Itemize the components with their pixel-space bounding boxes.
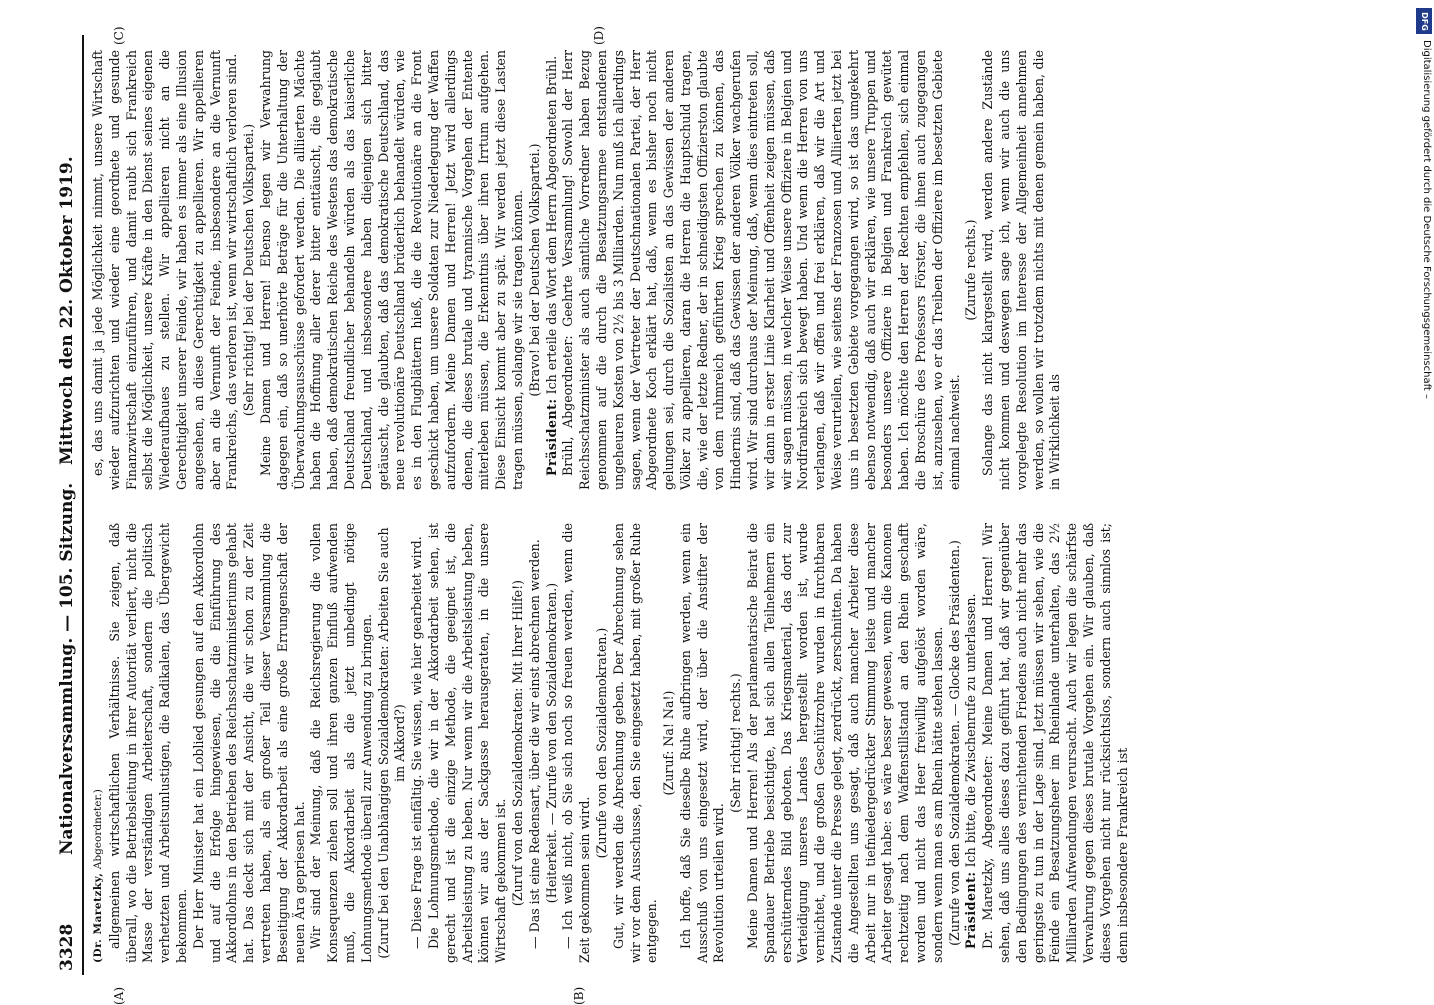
paragraph: — Das ist eine Redensart, über die wir einst abrechnen werden. xyxy=(526,539,542,949)
interjection: (Zuruf: Na! Na!) xyxy=(661,690,677,796)
margin-marker-c: (C) xyxy=(112,26,126,45)
paragraph: Die Lohnungsmethode, die wir in der Akkordarbeit sehen, ist gerecht und ist die einzige Methode, die geeignet ist, die Arbeitsleistung zu heben. Nur wenn wir die Arbeitsleistung heben, können wir aus der Sackgasse herausgeraten, in die unsere Wirtschaft gekommen ist. xyxy=(425,523,509,963)
page-header xyxy=(52,35,84,975)
interjection: (Bravo! bei der Deutschen Volkspartei.) xyxy=(526,143,542,397)
paragraph: Ich hoffe, daß Sie dieselbe Ruhe aufbringen werden, wenn ein Ausschuß von uns eingesetzt wird, der über die Anstifter der Revolution urteilen wird. xyxy=(677,523,727,963)
paragraph: Dr. Maretzky, Abgeordneter: Meine Damen und Herren! Wir sehen, daß uns alles dieses dazu geführt hat, daß wir gegenüber den Bedingungen des vernichtenden Friedens auch nicht mehr das geringste zu tun in der Lage sind. Jetzt müssen wir sehen, wie die Feinde ein Besatzungsheer im Rheinlande unterhalten, das 2½ Milliarden Aufwendungen verursacht. Auch wir legen die schärfste Verwahrung gegen dieses brutale Vorgehen ein. Wir glauben, daß dieses Vorgehen nicht nur rücksichtslos, sondern auch sinnlos ist; denn insbesondere Frankreich ist xyxy=(980,523,1130,963)
paragraph: Solange das nicht klargestellt wird, werden andere Zustände nicht kommen und deswegen sage ich, wenn wir auch die uns vorgelegte Resolution im Interesse der Allgemeinheit annehmen werden, so wollen wir trotzdem nichts mit denen gemein haben, die in Wirklichkeit als xyxy=(980,50,1063,490)
paragraph: Meine Damen und Herren! Ebenso legen wir Verwahrung dagegen ein, daß so unerhörte Beträge für die Unterhaltung der Überwachungsausschüsse gefordert werden. Die alliierten Mächte haben die Hoffnung aller derer bitter enttäuscht, die geglaubt haben, daß demokratischen Reiche des Westens das demokratische Deutschland freundlicher behandeln würden als das kaiserliche Deutschland, und insbesondere haben diejenigen sich bitter getäuscht, die glaubten, daß das demokratische Deutschland, das neue revolutionäre Deutschland brüderlich behandelt würden, wie es in den Flugblättern hieß, die die Revolutionäre an die Front geschickt haben, um unsere Soldaten zur Niederlegung der Waffen aufzufordern. Meine Damen und Herren! Jetzt wird allerdings denen, die dieses brutale und tyrannische Vorgehen der Entente miterleben müssen, die Erkenntnis über ihren Irrtum aufgehen. Diese Einsicht kommt aber zu spät. Wir werden jetzt diese Lasten tragen müssen, solange wir sie tragen können. xyxy=(257,50,525,490)
interjection: (Zurufe von den Sozialdemokraten. — Glocke des Präsidenten.) xyxy=(946,540,962,946)
paragraph: Brühl, Abgeordneter: Geehrte Versammlung! Sowohl der Herr Reichsschatzminister als auch sämtliche Vorredner haben Bezug genommen auf die durch die Besatzungsarmee entstandenen ungeheuren Kosten von 2½ bis 3 Milliarden. Nun muß ich allerdings sagen, wenn der Vertreter der Deutschnationalen Partei, der Herr Abgeordnete Koch erklärt hat, daß, wenn es bisher noch nicht gelungen sei, durch die Sozialisten an das Gewissen der anderen Völker zu appellieren, daran die Herren die Hauptschuld tragen, die, wie der letzte Redner, der in schneidigsten Offizierston glaubte von dem ruhmreich geführten Krieg sprechen zu können, das Hindernis sind, daß das Gewissen der anderen Völker wachgerufen wird. Wir sind durchaus der Meinung, daß, wenn dies eintreten soll, wir dann in erster Linie Klarheit und Offenheit zeigen müssen, daß wir sagen müssen, in welcher Weise unsere Offiziere in Belgien und Nordfrankreich sich bewegt haben. Und wenn die Herren von uns verlangen, daß wir offen und frei erklären, daß wir die Art und Weise verurteilen, wie seitens der Franzosen und Alliierten jetzt bei uns in besetzten Gebiete vorgegangen wird, so ist das umgekehrt ebenso notwendig, daß auch wir erklären, wie unsere Truppen und besonders unsere Offiziere in Belgien und Frankreich gewütet haben. Ich möchte den Herren der Rechten empfehlen, sich einmal die Broschüre des Professors Förster, die ihnen auch zugegangen ist, anzusehen, wo er das Treiben der Offiziere im besetzten Gebiete einmal nachweist. xyxy=(560,50,962,490)
speaker-continuation xyxy=(90,523,107,963)
margin-marker-a: (A) xyxy=(112,986,126,1005)
interjection: (Sehr richtig! bei der Deutschen Volkspartei.) xyxy=(241,123,257,417)
interjection: (Sehr richtig! rechts.) xyxy=(728,673,744,813)
interjection: (Heiterkeit. — Zurufe von den Sozialdemokraten.) xyxy=(543,582,559,904)
paragraph: Gut, wir werden die Abrechnung geben. Der Abrechnung sehen wir vor dem Ausschusse, den Sie eingesetzt haben, mit großer Ruhe entgegen. xyxy=(610,523,660,963)
interjection: (Zurufe rechts.) xyxy=(963,219,979,321)
speaker-name: (Dr. Maretzky, xyxy=(92,872,104,963)
right-column xyxy=(90,50,1064,490)
speaker-name: Präsident: xyxy=(963,871,979,949)
paragraph: es, das uns damit ja jede Möglichkeit nimmt, unsere Wirtschaft wieder aufzurichten und wieder eine geordnete und gesunde Finanzwirtschaft einzuführen, und damit raubt sich Frankreich selbst die Möglichkeit, unsere Kräfte in den Dienst seines eigenen Wiederaufbaues zu stellen. Wir appellieren nicht an die Gerechtigkeit unserer Feinde, wir haben es immer als eine Illusion angesehen, an diese Gerechtigkeit zu appellieren. Wir appellieren aber an die Vernunft der Feinde, insbesondere an die Vernunft Frankreichs, das verloren ist, wenn wir wirtschaftlich verloren sind. xyxy=(90,50,240,490)
paragraph: Meine Damen und Herren! Als der parlamentarische Beirat die Spandauer Betriebe besichtigte, hat sich allen Teilnehmern ein erschütterndes Bild geboten. Das Kriegsmaterial, das dort zur Verteidigung unseres Landes hergestellt worden ist, wurde vernichtet, und die großen Geschützrohre wurden in furchtbaren Zustande unter die Presse gelegt, zerdrückt, zerschnitten. Da haben die Angestellten uns gesagt, daß auch mancher Arbeiter diese Arbeit nur in tiefniedergedrückter Stimmung leiste und mancher Arbeiter gesagt habe: es wäre besser gewesen, wenn die Kanonen rechtzeitig nach dem Waffenstillstand an den Rhein geschafft worden und nicht das Heer freiwillig aufgelöst worden wäre, sondern wenn man es am Rhein hätte stehen lassen. xyxy=(745,523,945,963)
interjection: (Zurufe von den Sozialdemokraten.) xyxy=(593,627,609,859)
paragraph: allgemeinen wirtschaftlichen Verhältnisse. Sie zeigen, daß überall, wo die Betriebsleitung in ihrer Autorität verliert, nicht die Masse der verständigen Arbeiterschaft, sondern die politisch verhetzten und Arbeitsunlustigen, die Radikalen, das Übergewicht bekommen. xyxy=(106,523,189,963)
paragraph: — Diese Frage ist einfältig. Sie wissen, wie hier gearbeitet wird. xyxy=(409,536,425,949)
interjection: (Zuruf bei den Unabhängigen Sozialdemokraten: Arbeiten Sie auch im Akkord?) xyxy=(375,527,408,959)
statement-text: Ich bitte, die Zwischenrufe zu unterlassen. xyxy=(963,593,979,872)
left-column xyxy=(90,523,1131,963)
digitization-note xyxy=(1418,40,1434,940)
header-left-title: Nationalversammlung. — 105. Sitzung. xyxy=(57,482,77,855)
president-statement xyxy=(963,523,980,963)
margin-marker-d: (D) xyxy=(592,26,606,45)
digitization-text: Digitalisierung gefördert durch die Deutsche Forschungsgemeinschaft – xyxy=(1421,40,1432,400)
statement-text: Ich erteile das Wort dem Herrn Abgeordneten Brühl. xyxy=(543,55,559,399)
president-statement xyxy=(544,50,561,490)
margin-marker-b: (B) xyxy=(572,986,586,1005)
paragraph: Der Herr Minister hat ein Loblied gesungen auf den Akkordlohn und auf die Erfolge hingewiesen, die die Einführung des Akkordlohns in den Betrieben des Reichsschatzministeriums gehabt hat. Das deckt sich mit der Ansicht, die wir schon zu der Zeit vertreten haben, als ein großer Teil dieser Versammlung die Beseitigung der Akkordarbeit als eine große Errungenschaft der neuen Ära gepriesen hat. xyxy=(190,523,307,963)
header-right-title: Mittwoch den 22. Oktober 1919. xyxy=(57,156,77,465)
speaker-name: Präsident: xyxy=(543,398,559,476)
interjection: (Zuruf von den Sozialdemokraten: Mit Ihrer Hilfe!) xyxy=(509,579,525,907)
page-number: 3328 xyxy=(57,923,77,971)
document-page xyxy=(52,26,1422,1005)
speaker-role: Abgeordneter.) xyxy=(92,789,104,873)
paragraph: Wir sind der Meinung, daß die Reichsregierung die vollen Konsequenzen ziehen soll und ihren ganzen Einfluß aufwenden muß, die Akkordarbeit als die jetzt unbedingt nötige Lohnungsmethode überall zur Anwendung zu bringen. xyxy=(308,523,374,963)
dfg-logo: DFG xyxy=(1416,8,1432,34)
paragraph: — Ich weiß nicht, ob Sie sich noch so freuen werden, wenn die Zeit gekommen sein wird. xyxy=(560,523,593,963)
